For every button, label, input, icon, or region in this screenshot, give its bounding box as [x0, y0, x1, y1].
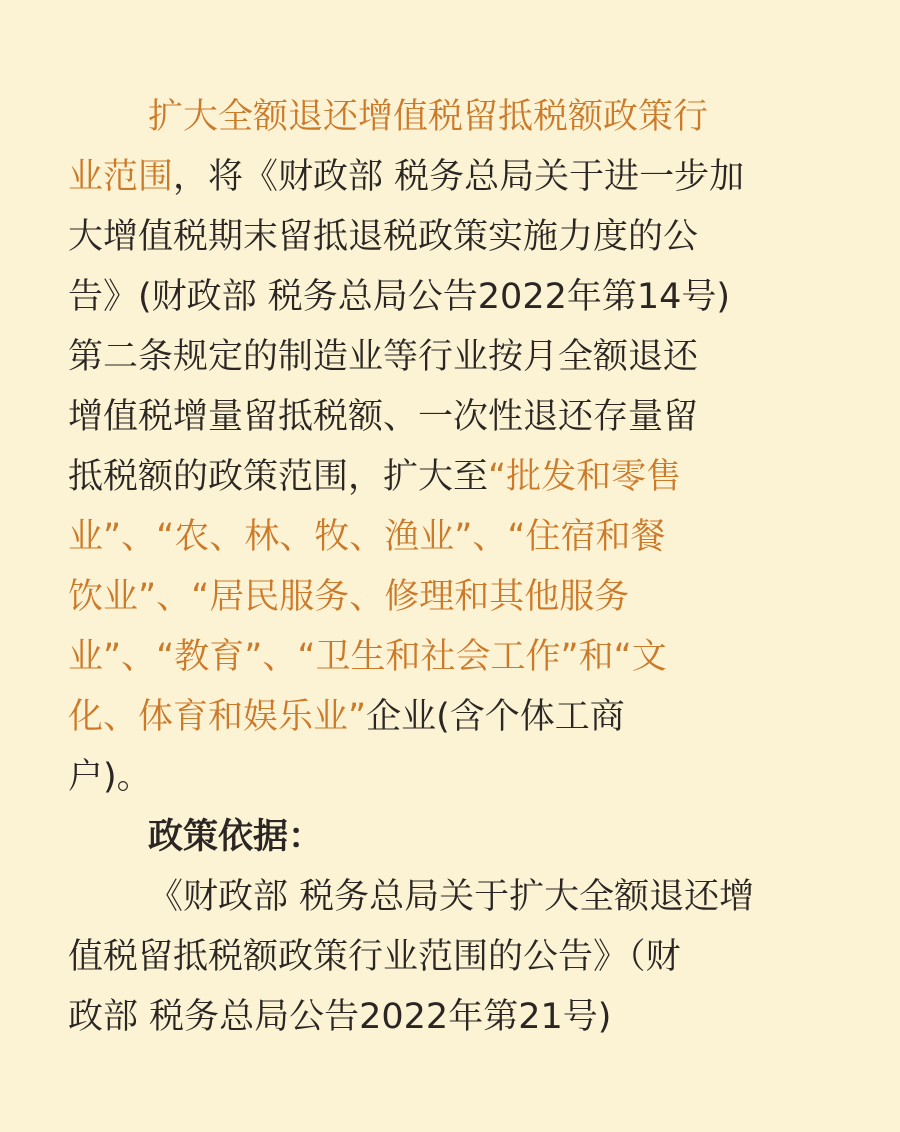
- main-line-3: 大增值税期末留抵退税政策实施力度的公: [68, 217, 699, 257]
- main-line-5: 第二条规定的制造业等行业按月全额退还: [68, 337, 699, 377]
- main-line-7-dark: 抵税额的政策范围，扩大至: [68, 457, 489, 497]
- basis-line-2: 值税留抵税额政策行业范围的公告》（财: [68, 937, 681, 977]
- main-line-6: 增值税增量留抵税额、一次性退还存量留: [68, 397, 699, 437]
- main-line-11-dark: 企业(含个体工商: [366, 697, 625, 737]
- main-line-8: 业”、“农、林、牧、渔业”、“住宿和餐: [68, 517, 666, 557]
- main-line-12: 户)。: [68, 757, 152, 797]
- main-line-7-accent: “批发和零售: [488, 457, 682, 497]
- basis-heading: 政策依据：: [148, 817, 324, 857]
- main-line-9: 饮业”、“居民服务、修理和其他服务: [68, 577, 630, 617]
- main-line-7: [68, 452, 681, 502]
- main-line-1: 扩大全额退还增值税留抵税额政策行: [148, 97, 709, 137]
- basis-line-1: 《财政部 税务总局关于扩大全额退还增: [148, 877, 755, 917]
- main-line-2-accent: 业范围: [68, 157, 174, 197]
- basis-line-3: 政部 税务总局公告2022年第21号): [68, 997, 612, 1037]
- main-line-2-rest: ，将《财政部 税务总局关于进一步加: [173, 157, 745, 197]
- main-line-11-accent: 化、体育和娱乐业”: [68, 697, 367, 737]
- main-line-4: 告》(财政部 税务总局公告2022年第14号): [68, 277, 731, 317]
- main-line-10: 业”、“教育”、“卫生和社会工作”和“文: [68, 637, 667, 677]
- main-line-11: [68, 692, 625, 742]
- main-line-2: [68, 152, 744, 202]
